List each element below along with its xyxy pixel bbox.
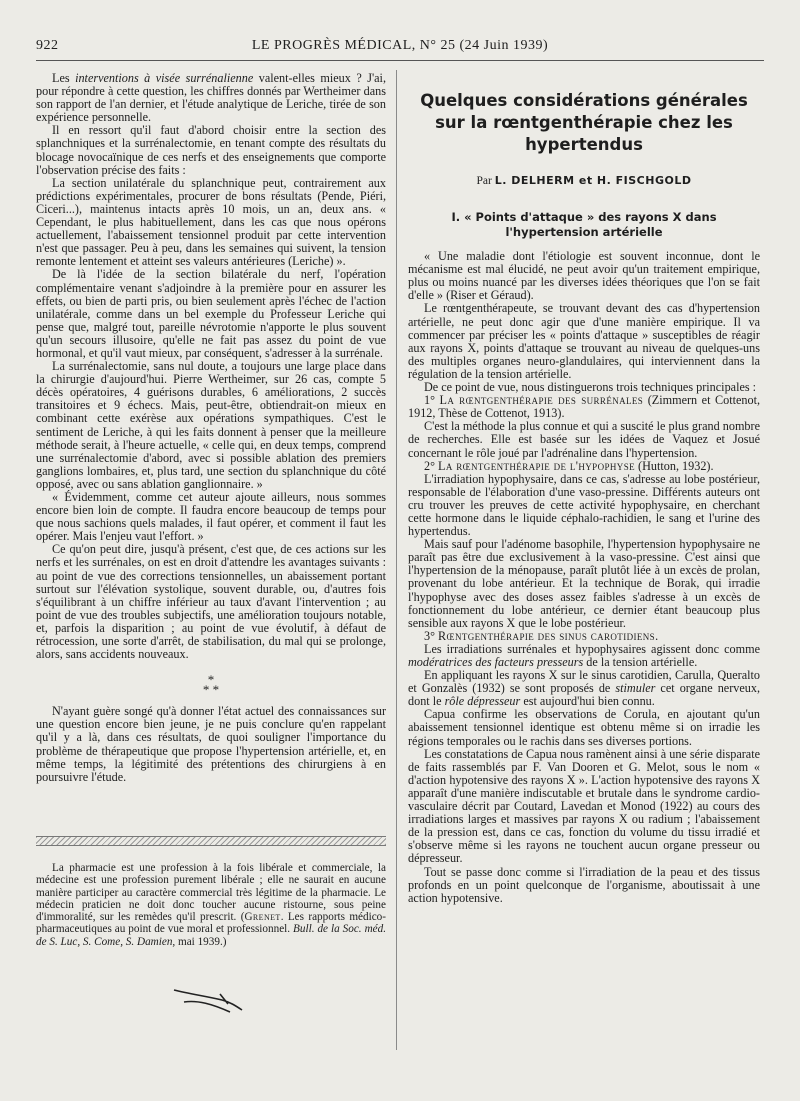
paragraph: Il en ressort qu'il faut d'abord choisir entre la section des splanchniques et la surrénalectomie, en tenant compte des résultats du blocage novocaïnique de ces nerfs et des enseignements que comporte l'observation précise des faits : [36,123,386,177]
technique-item: 2° La rœntgenthérapie de l'hypophyse (Hutton, 1932). [424,458,714,473]
paragraph: « Évidemment, comme cet auteur ajoute ailleurs, nous sommes encore bien loin de compte. Il faudra encore beaucoup de temps pour que nous sachions quels malades, il faut opérer, et comment il faut les opérer. Mais l'enjeu vaut l'effort. » [36,490,386,544]
journal-title: LE PROGRÈS MÉDICAL, N° 25 (24 Juin 1939) [251,38,549,53]
flourish-ornament [170,980,250,1020]
section-stars: * * * [202,672,220,698]
left-column [36,72,386,784]
technique-item: 3° Rœntgenthérapie des sinus carotidiens. [424,628,659,643]
paragraph: Les constatations de Capua nous ramènent ainsi à une série disparate de faits rassemblés par F. Van Dooren et G. Melot, sous le nom « d'action hypotensive des rayons X ». L'action hypotensive des rayons X apparaît d'une manière indiscutable et brutale dans le syndrome cardio-vasculaire décrit par Coutard, Lavedan et Monod (1922) au cours des irradiations larges et massives par rayons X ou radium ; l'abaissement de la pression est, dans ce cas, fonction du volume du tissu irradié et s'observe même si les rayons ne touchent aucun organe presseur ou dépresseur. [408,746,760,866]
paragraph: N'ayant guère songé qu'à donner l'état actuel des connaissances sur une question encore bien jeune, je ne puis conclure qu'en rappelant qu'il y a là, dans ces résultats, de quoi souligner l'importance du problème de thérapeutique que propose l'hypertension artérielle, et, en même temps, la légitimité des prétentions des chirurgiens à en poursuivre l'étude. [36,704,386,784]
paragraph: Tout se passe donc comme si l'irradiation de la peau et des tissus profonds en un point quelconque de l'organisme, aboutissait à une action hypotensive. [408,864,760,905]
paragraph: « Une maladie dont l'étiologie est souvent inconnue, dont le mécanisme est mal élucidé, ne peut avoir qu'un traitement empirique, plus ou moins nuancé par les diverses idées théoriques que l'on se fait d'elle » (Riser et Géraud). [408,249,760,303]
paragraph: Le rœntgenthérapeute, se trouvant devant des cas d'hypertension artérielle, ne peut donc agir que d'une manière empirique. Il va commencer par préciser les « points d'attaque » susceptibles de réagir aux rayons X, points d'attaque se trouvant au niveau de quelques-uns des multiples organes neuro-glandulaires, qui interviennent dans la régulation de la tension artérielle. [408,301,760,381]
section-heading: I. « Points d'attaque » des rayons X dans l'hypertension artérielle [451,210,717,240]
article-authors: Par L. DELHERM et H. FISCHGOLD [476,174,692,187]
paragraph: Capua confirme les observations de Corula, en ajoutant qu'un abaissement tensionnel identique est obtenu même si on irradie les régions temporales ou le rachis dans ses diverses portions. [408,707,760,748]
technique-item: 1° La rœntgenthérapie des surrénales (Zimmern et Cottenot, 1912, Thèse de Cottenot, 1913). [408,393,761,421]
footnote-quote: La pharmacie est une profession à la fois libérale et commerciale, la médecine est une profession purement libérale ; elle ne saurait en aucune manière participer au caractère commercial très légitime de la pharmacie. Le médecin praticien ne doit donc toucher aucune ristourne, sous peine d'immoralité, sur les remèdes qu'il prescrit. (Grenet. Les rapports médico-pharmaceutiques au point de vue moral et professionnel. Bull. de la Soc. méd. de S. Luc, S. Come, S. Damien, mai 1939.) [36,862,387,948]
paragraph: Les interventions à visée surrénalienne valent-elles mieux ? J'ai, pour répondre à cette question, les chiffres donnés par Wertheimer dans son rapport de l'an dernier, et l'étude analytique de Leriche, tirée de son expérience personnelle. [36,71,386,125]
right-column [408,90,760,905]
header-rule [36,60,764,61]
paragraph: En appliquant les rayons X sur le sinus carotidien, Carulla, Queralto et Gonzalès (1932) se sont proposés de stimuler cet organe nerveux, dont le rôle dépresseur est aujourd'hui bien connu. [408,668,760,709]
article-title: Quelques considérations générales sur la rœntgenthérapie chez les hypertendus [420,91,748,154]
paragraph: De là l'idée de la section bilatérale du nerf, l'opération complémentaire venant s'adjoindre à la première pour en assurer les effets, ou bien de parti pris, ou bien seulement après l'échec de l'action unilatérale, comme dans un bel exemple du Professeur Leriche qui pense que, malgré tout, pareille névrotomie n'apporte le plus souvent qu'un secours illusoire, qu'elle ne fait pas assez du point de vue hormonal, et qu'il vaut mieux, par conséquent, s'adresser à la surrénale. [36,267,386,360]
paragraph: De ce point de vue, nous distinguerons trois techniques principales : [424,380,757,395]
paragraph: La surrénalectomie, sans nul doute, a toujours une large place dans la chirurgie d'aujourd'hui. Pierre Wertheimer, sur 26 cas, compte 5 décès opératoires, 4 guérisons durables, 6 améliorations, 2 succès transitoires et 9 échecs. Mais, peut-être, obtiendrait-on mieux en combinant cette exérèse aux opérations sympathiques. C'est le sentiment de Leriche, à qui les faits donnent à penser que la meilleure méthode serait, à l'heure actuelle, « celle qui, en deux temps, comprend une surrénalectomie d'abord, avec si possible ablation des premiers ganglions lombaires, et, plus tard, une section du splanchnique du côté opposé, avec ou sans ablation ganglionnaire. » [36,359,386,491]
running-head [36,38,764,60]
paragraph: C'est la méthode la plus connue et qui a suscité le plus grand nombre de recherches. Elle est basée sur les idées de Vaquez et Josué concernant le rôle joué par l'adrénaline dans l'hypertension. [408,419,760,460]
paragraph: Ce qu'on peut dire, jusqu'à présent, c'est que, de ces actions sur les nerfs et les surrénales, on est en droit d'attendre les avantages suivants : au point de vue des corrections tensionnelles, un abaissement portant surtout sur l'élévation systolique, souvent durable, ou, d'autres fois s'équilibrant à un chiffre inférieur au taux d'avant l'intervention ; au point de vue des troubles subjectifs, une amélioration toujours notable, et, parfois la disparition ; au point de vue évolutif, à défaut de rétrocession, une sorte d'arrêt, de stabilisation, du mal qui se prolonge, alors, sans accidents nouveaux. [36,542,386,662]
column-divider [396,70,397,1050]
paragraph: Mais sauf pour l'adénome basophile, l'hypertension hypophysaire ne paraît pas être due exclusivement à la vaso-pressine. C'est ainsi que l'hypertension de la ménopause, paraît plutôt liée à un excès de prolan, provenant du lobe antérieur. Et la technique de Borak, qui irradie l'hypophyse avec des doses assez faibles s'adresse à un excès de fonctionnement du lobe antérieur, ce dernier étant beaucoup plus sensible aux rayons X que le lobe postérieur. [408,537,760,630]
paragraph: L'irradiation hypophysaire, dans ce cas, s'adresse au lobe postérieur, responsable de l'élaboration d'une vaso-pressine. Différents auteurs ont cru trouver les preuves de cette activité hypophysaire, en cherchant cette hormone dans le liquide céphalo-rachidien, le sang et l'urine des hypertendus. [408,471,760,539]
paragraph: La section unilatérale du splanchnique peut, contrairement aux prédictions expérimentales, procurer de bons résultats (Pende, Piéri, Ciceri...), maintenus intacts après 10 mois, un an, deux ans. « Cependant, le plus habituellement, dans les cas que nous opérons actuellement, l'abaissement tensionnel produit par cette intervention n'est que passager. Peu à peu, dans les semaines qui suivent, la tension remonte lentement et atteint ses valeurs antérieures (Leriche) ». [36,175,386,269]
paragraph: Les irradiations surrénales et hypophysaires agissent donc comme modératrices des facteurs presseurs de la tension artérielle. [408,641,760,669]
ornamental-rule [36,836,386,846]
page-number: 922 [36,38,59,53]
